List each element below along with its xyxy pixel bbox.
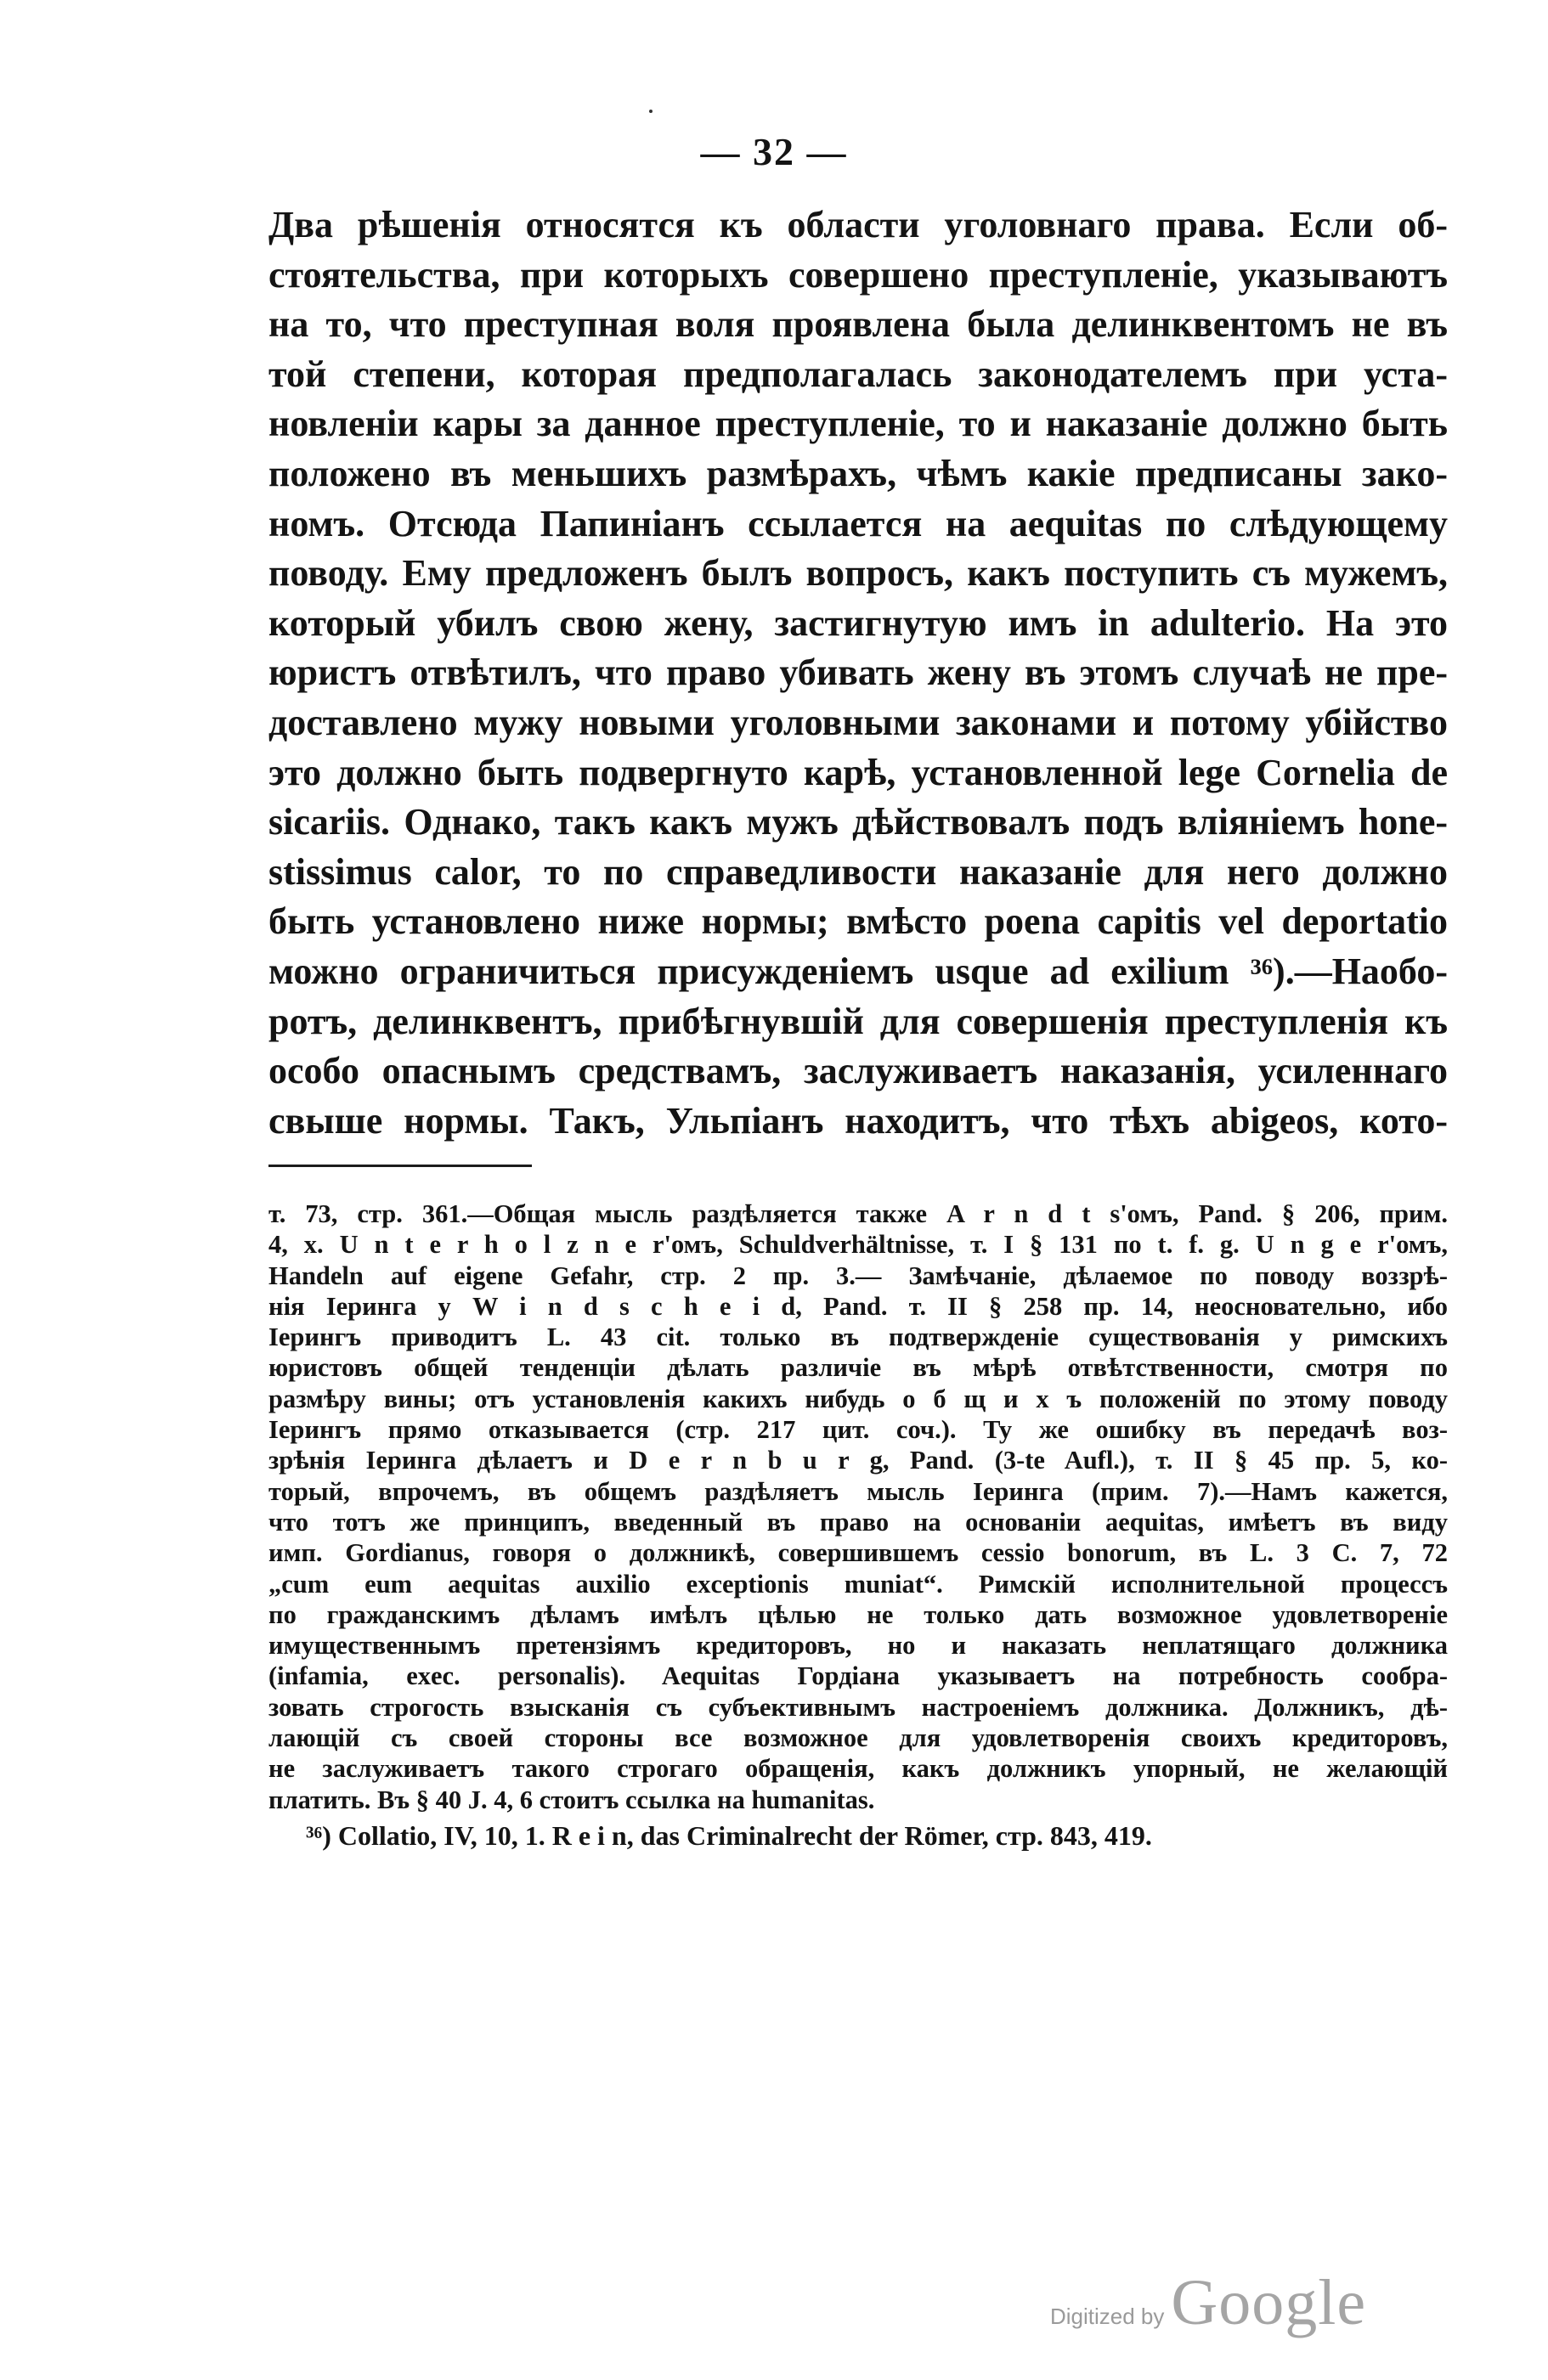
body-line: свыше нормы. Такъ, Ульпіанъ находитъ, что тѣхъ abigeos, кото- bbox=[268, 1099, 1448, 1142]
footnote-line: Handeln auf eigene Gefahr, стр. 2 пр. 3.— Замѣчаніе, дѣлаемое по поводу воззрѣ- bbox=[268, 1260, 1448, 1290]
body-line: это должно быть подвергнуто карѣ, установленной lege Cornelia de bbox=[268, 751, 1448, 793]
footnote-line: имп. Gordianus, говоря о должникѣ, совершившемъ cessio bonorum, въ L. 3 C. 7, 72 bbox=[268, 1538, 1448, 1568]
digitized-watermark bbox=[1050, 2266, 1367, 2338]
footnote-line: торый, впрочемъ, въ общемъ раздѣляетъ мысль Іеринга (прим. 7).—Намъ кажется, bbox=[268, 1476, 1448, 1506]
footnote-36: ³⁶) Collatio, IV, 10, 1. R e i n, das Criminalrecht der Römer, стр. 843, 419. bbox=[306, 1819, 1152, 1851]
footnote-line: по гражданскимъ дѣламъ имѣлъ цѣлью не только дать возможное удовлетвореніе bbox=[268, 1599, 1448, 1629]
body-line: Два рѣшенія относятся къ области уголовнаго права. Если об- bbox=[268, 204, 1448, 245]
page-number: — 32 — bbox=[700, 130, 848, 173]
body-line: можно ограничиться присужденіемъ usque ad exilium ³⁶).—Наобо- bbox=[268, 950, 1448, 992]
digitized-by-label: Digitized by bbox=[1050, 2304, 1165, 2329]
footnote-line: что тотъ же принципъ, введенный въ право на основаніи aequitas, имѣетъ въ виду bbox=[268, 1507, 1448, 1537]
footnote-line: не заслуживаетъ такого строгаго обращенія, какъ должникъ упорный, не желающій bbox=[268, 1754, 1448, 1784]
body-line: быть установлено ниже нормы; вмѣсто poena capitis vel deportatio bbox=[268, 900, 1448, 943]
body-line: особо опаснымъ средствамъ, заслуживаетъ наказанія, усиленнаго bbox=[268, 1050, 1448, 1092]
footnote-line: зовать строгость взысканія съ субъективнымъ настроеніемъ должника. Должникъ, дѣ- bbox=[268, 1692, 1448, 1722]
footnote-line: Іерингъ приводитъ L. 43 cit. только въ подтвержденіе существованія у римскихъ bbox=[268, 1323, 1448, 1352]
footnote-line: лающій съ своей стороны все возможное для удовлетворенія своихъ кредиторовъ, bbox=[268, 1723, 1448, 1753]
body-line: ротъ, делинквентъ, прибѣгнувшій для совершенія преступленія къ bbox=[268, 1000, 1448, 1042]
footnote-line: платить. Въ § 40 J. 4, 6 стоитъ ссылка на humanitas. bbox=[268, 1785, 875, 1814]
footnote-line: т. 73, стр. 361.—Общая мысль раздѣляется также A r n d t s'омъ, Pand. § 206, прим. bbox=[268, 1199, 1448, 1228]
footnote-line: размѣру вины; отъ установленія какихъ нибудь о б щ и х ъ положеній по этому поводу bbox=[268, 1384, 1448, 1413]
body-line: stissimus calor, то по справедливости наказаніе для него должно bbox=[268, 850, 1448, 893]
footnote-line: нія Іеринга у W i n d s c h e i d, Pand. т. II § 258 пр. 14, неосновательно, ибо bbox=[268, 1291, 1448, 1321]
body-line: на то, что преступная воля проявлена была делинквентомъ не въ bbox=[268, 303, 1448, 346]
footnote-line: Іерингъ прямо отказывается (стр. 217 цит. соч.). Ту же ошибку въ передачѣ воз- bbox=[268, 1415, 1448, 1445]
footnote-separator bbox=[268, 1165, 532, 1167]
body-line: той степени, которая предполагалась законодателемъ при уста- bbox=[268, 352, 1448, 395]
scan-speck bbox=[649, 110, 653, 113]
body-line: стоятельства, при которыхъ совершено преступленіе, указываютъ bbox=[268, 253, 1448, 296]
body-line: номъ. Отсюда Папиніанъ ссылается на aequitas по слѣдующему bbox=[268, 502, 1448, 544]
footnote-line: 4, x. U n t e r h o l z n e r'омъ, Schuldverhältnisse, т. I § 131 по t. f. g. U n g e r'омъ, bbox=[268, 1230, 1448, 1260]
footnote-line: имущественнымъ претензіямъ кредиторовъ, но и наказать неплатящаго должника bbox=[268, 1631, 1448, 1661]
body-line: новленіи кары за данное преступленіе, то и наказаніе должно быть bbox=[268, 403, 1448, 445]
footnotes-block bbox=[268, 1198, 1448, 1851]
main-body-text bbox=[268, 200, 1448, 1146]
footnote-line: „cum eum aequitas auxilio exceptionis muniat“. Римскій исполнительной процессъ bbox=[268, 1569, 1448, 1599]
footnote-line: (infamia, exec. personalis). Aequitas Гордіана указываетъ на потребность сообра- bbox=[268, 1661, 1448, 1691]
body-line: поводу. Ему предложенъ былъ вопросъ, какъ поступить съ мужемъ, bbox=[268, 552, 1448, 595]
footnote-line: зрѣнія Іеринга дѣлаетъ и D e r n b u r g, Pand. (3-te Aufl.), т. II § 45 пр. 5, ко- bbox=[268, 1446, 1448, 1475]
body-line: который убилъ свою жену, застигнутую имъ in adulterio. На это bbox=[268, 601, 1448, 644]
footnote-line: юристовъ общей тенденціи дѣлать различіе въ мѣрѣ отвѣтственности, смотря по bbox=[268, 1353, 1448, 1383]
body-line: положено въ меньшихъ размѣрахъ, чѣмъ какіе предписаны зако- bbox=[268, 452, 1448, 494]
body-line: юристъ отвѣтилъ, что право убивать жену въ этомъ случаѣ не пре- bbox=[268, 651, 1448, 694]
body-line: sicariis. Однако, такъ какъ мужъ дѣйствовалъ подъ вліяніемъ hone- bbox=[268, 801, 1448, 843]
google-logo: Google bbox=[1171, 2267, 1367, 2338]
body-line: доставлено мужу новыми уголовными законами и потому убійство bbox=[268, 701, 1448, 743]
